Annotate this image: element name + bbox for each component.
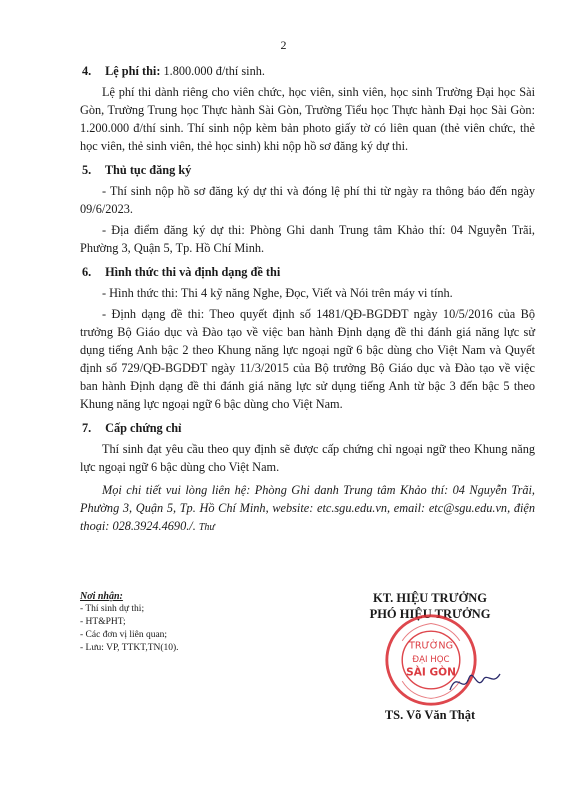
closing-block <box>80 590 535 760</box>
section-title: Hình thức thi và định dạng đề thi <box>105 265 281 279</box>
handwritten-initial: Thư <box>198 522 215 533</box>
section-5-para-1: - Thí sinh nộp hồ sơ đăng ký dự thi và đóng lệ phí thi từ ngày ra thông báo đến ngày 09/6/2023. <box>80 184 535 216</box>
section-title: Cấp chứng chỉ <box>105 421 182 435</box>
section-4-heading <box>80 62 535 80</box>
contact-text: Mọi chi tiết vui lòng liên hệ: Phòng Ghi danh Trung tâm Khảo thí: 04 Nguyễn Trãi, Phường 3, Quận 5, Tp. Hồ Chí Minh, website: etc.sgu.edu.vn, email: etc@sgu.edu.vn, điện thoại: 028.3924.4690./. <box>80 483 535 533</box>
recipients-title: Nơi nhận: <box>80 591 123 602</box>
section-number: 6. <box>82 265 92 279</box>
section-number: 5. <box>82 163 92 177</box>
section-7-body: Thí sinh đạt yêu cầu theo quy định sẽ được cấp chứng chỉ ngoại ngữ theo Khung năng lực ngoại ngữ 6 bậc dùng cho Việt Nam. <box>80 442 535 474</box>
section-number: 7. <box>82 421 92 435</box>
contact-info <box>80 481 535 537</box>
section-number: 4. <box>82 64 92 78</box>
page-number: 2 <box>280 38 287 52</box>
signature-title-1: KT. HIỆU TRƯỞNG <box>372 591 488 605</box>
section-title: Lệ phí thi: <box>105 64 161 78</box>
fee-amount: 1.800.000 đ/thí sinh. <box>163 64 265 78</box>
handwritten-signature-icon <box>445 660 505 700</box>
recipients-block <box>80 590 179 655</box>
recipient-item: - Thí sinh dự thi; <box>80 604 145 614</box>
section-6-para-2: - Định dạng đề thi: Theo quyết định số 1481/QĐ-BGDĐT ngày 10/5/2016 của Bộ trưởng Bộ Giáo dục và Đào tạo về việc ban hành Định dạng đề thi đánh giá năng lực sử dụng tiếng Anh bậc 2 theo Khung năng lực ngoại ngữ 6 bậc dùng cho Việt Nam và Quyết định số 729/QĐ-BGDĐT ngày 11/3/2015 của Bộ trưởng Bộ Giáo dục và Đào tạo về việc ban hành Định dạng đề thi đánh giá năng lực sử dụng tiếng Anh từ bậc 3 đến bậc 5 theo Khung năng lực ngoại ngữ 6 bậc dùng cho Việt Nam. <box>80 307 535 411</box>
recipient-item: - Các đơn vị liên quan; <box>80 630 168 640</box>
section-7-heading <box>80 419 535 437</box>
document-body <box>80 56 535 549</box>
section-5-para-2: - Địa điểm đăng ký dự thi: Phòng Ghi danh Trung tâm Khảo thí: 04 Nguyễn Trãi, Phường 3, Quận 5, Tp. Hồ Chí Minh. <box>80 223 535 255</box>
recipient-item: - Lưu: VP, TTKT,TN(10). <box>80 643 179 653</box>
section-5-heading <box>80 161 535 179</box>
signature-block <box>325 590 535 722</box>
stamp-text-line: TRƯỜNG <box>408 640 454 652</box>
recipient-item: - HT&PHT; <box>80 617 126 627</box>
stamp-text-line: SÀI GÒN <box>406 666 456 679</box>
stamp-text-line: ĐẠI HỌC <box>412 654 450 665</box>
section-title: Thủ tục đăng ký <box>104 163 192 177</box>
signature-title-2: PHÓ HIỆU TRƯỞNG <box>369 607 491 621</box>
section-6-heading <box>80 263 535 281</box>
section-6-para-1: - Hình thức thi: Thi 4 kỹ năng Nghe, Đọc, Viết và Nói trên máy vi tính. <box>102 286 453 300</box>
section-4-body: Lệ phí thi dành riêng cho viên chức, học viên, sinh viên, học sinh Trường Đại học Sài Gòn, Trường Trung học Thực hành Sài Gòn, Trường Tiểu học Thực hành Đại học Sài Gòn: 1.200.000 đ/thí sinh. Thí sinh nộp kèm bản photo giấy tờ có liên quan (thẻ viên chức, thẻ học viên, thẻ sinh viên, thẻ học sinh) khi nộp hồ sơ đăng ký dự thi. <box>80 85 535 153</box>
signatory-name: TS. Võ Văn Thật <box>384 708 476 722</box>
